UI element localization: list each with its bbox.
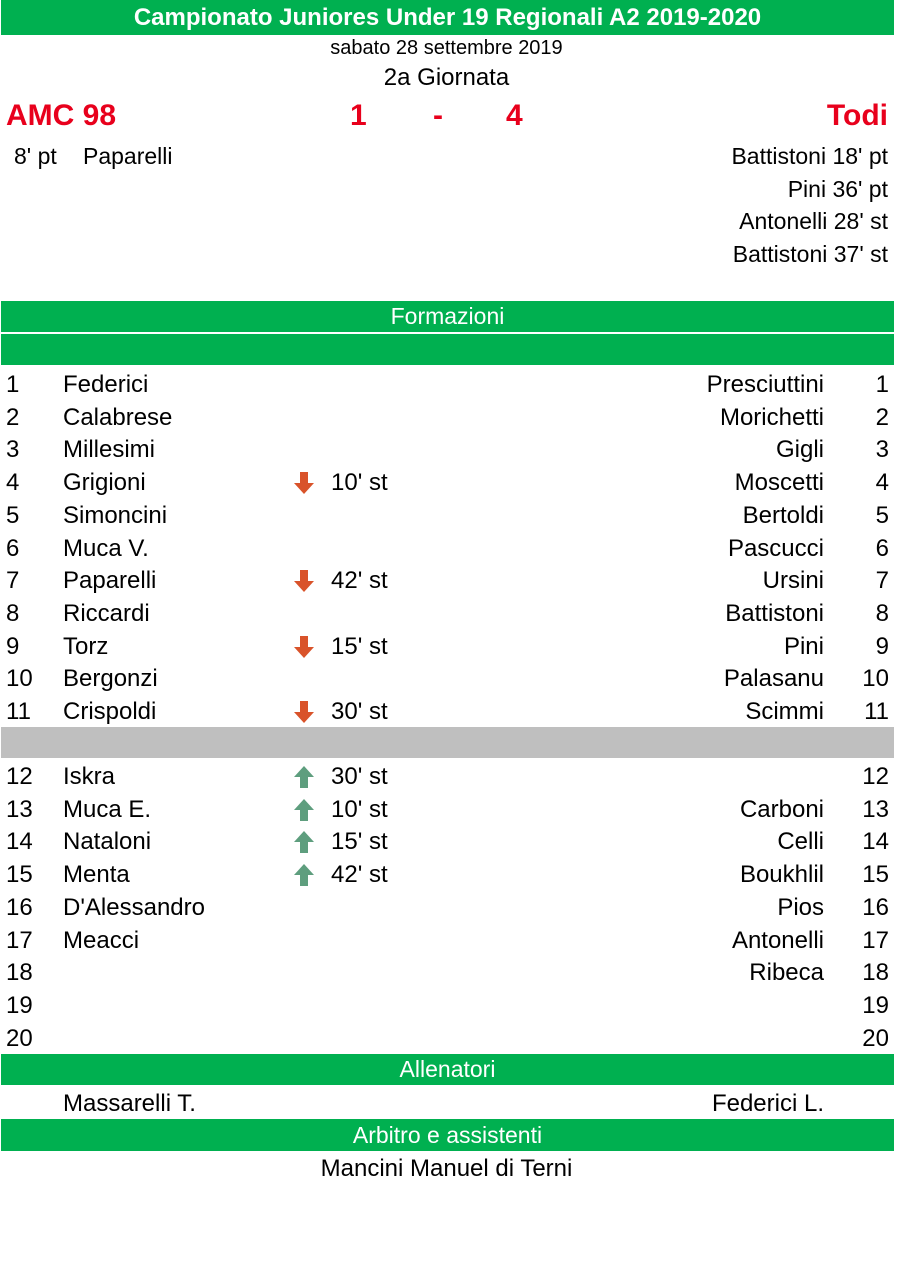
home-player-name: Grigioni [63, 469, 146, 497]
home-scorer-minute: 8' pt [14, 143, 57, 169]
home-player-name: Simoncini [63, 501, 168, 529]
away-scorer: Battistoni 18' pt [731, 143, 888, 169]
away-player-name: Antonelli [731, 926, 824, 954]
away-player-name: Moscetti [734, 469, 824, 497]
home-player-name: Nataloni [63, 828, 152, 856]
home-shirt-number: 17 [6, 926, 33, 954]
referee-name: Mancini Manuel di Terni [320, 1155, 573, 1182]
away-shirt-number: 1 [875, 371, 889, 398]
home-player-name: Menta [63, 861, 130, 889]
home-shirt-number: 11 [6, 698, 31, 725]
away-player-name: Palasanu [723, 665, 824, 693]
lineup-row [0, 597, 907, 630]
away-shirt-number: 10 [862, 665, 889, 693]
substitution-time: 42' st [331, 567, 388, 595]
lineup-row [0, 825, 907, 858]
away-shirt-number: 17 [862, 926, 889, 954]
title-banner [1, 0, 894, 35]
arrow-up-icon [291, 862, 317, 888]
home-player-name: Torz [63, 632, 109, 660]
substitution-time: 10' st [331, 469, 388, 497]
arrow-down-icon [291, 568, 317, 594]
home-shirt-number: 12 [6, 763, 33, 790]
lineup-row [0, 433, 907, 466]
away-shirt-number: 7 [875, 567, 889, 595]
arrow-up-icon [291, 764, 317, 790]
away-shirt-number: 18 [862, 959, 889, 987]
home-player-name: Riccardi [63, 599, 150, 627]
arrow-down-icon [291, 634, 317, 660]
away-shirt-number: 9 [875, 632, 889, 660]
away-shirt-number: 6 [875, 534, 889, 562]
coaches-header [1, 1054, 894, 1085]
lineup-row [0, 924, 907, 957]
lineups-subheader [1, 334, 894, 365]
lineup-row [0, 466, 907, 499]
home-player-name: Iskra [63, 763, 116, 790]
home-shirt-number: 16 [6, 893, 33, 921]
arrow-up-icon [291, 829, 317, 855]
home-player-name: Crispoldi [63, 698, 157, 725]
away-scorer: Battistoni 37' st [732, 241, 888, 267]
away-shirt-number: 8 [875, 599, 889, 627]
away-player-name: Ursini [762, 567, 824, 595]
home-coach: Massarelli T. [63, 1090, 196, 1117]
substitution-time: 15' st [331, 632, 388, 660]
home-shirt-number: 6 [6, 534, 20, 562]
away-player-name: Scimmi [745, 698, 824, 725]
lineup-row [0, 662, 907, 695]
away-shirt-number: 12 [862, 763, 889, 790]
substitution-time: 30' st [331, 698, 388, 725]
home-shirt-number: 9 [6, 632, 20, 660]
away-shirt-number: 20 [862, 1024, 889, 1052]
away-player-name: Presciuttini [706, 371, 824, 398]
home-shirt-number: 20 [6, 1024, 33, 1052]
home-player-name: Muca V. [63, 534, 149, 562]
lineup-row [0, 499, 907, 532]
away-player-name: Boukhlil [739, 861, 824, 889]
away-shirt-number: 14 [862, 828, 889, 856]
away-shirt-number: 19 [862, 991, 889, 1019]
away-player-name: Pios [777, 893, 824, 921]
home-player-name: D'Alessandro [63, 893, 205, 921]
away-shirt-number: 13 [862, 795, 889, 823]
away-coach: Federici L. [711, 1090, 824, 1117]
home-player-name: Meacci [63, 926, 140, 954]
lineup-row [0, 858, 907, 891]
home-shirt-number: 19 [6, 991, 33, 1019]
home-shirt-number: 2 [6, 403, 20, 431]
match-date: sabato 28 settembre 2019 [330, 37, 563, 59]
away-shirt-number: 3 [875, 436, 889, 464]
substitution-time: 30' st [331, 763, 388, 790]
home-shirt-number: 8 [6, 599, 20, 627]
round-label: 2a Giornata [383, 64, 510, 91]
lineup-row [0, 793, 907, 826]
home-team: AMC 98 [6, 99, 117, 132]
championship-title: Campionato Juniores Under 19 Regionali A2 2019-2020 [133, 4, 762, 31]
away-shirt-number: 2 [875, 403, 889, 431]
home-shirt-number: 13 [6, 795, 33, 823]
lineup-row [0, 1022, 907, 1055]
home-score: 1 [350, 99, 367, 132]
home-shirt-number: 14 [6, 828, 33, 856]
arrow-down-icon [291, 470, 317, 496]
lineup-row [0, 695, 907, 728]
home-shirt-number: 7 [6, 567, 20, 595]
lineup-row [0, 891, 907, 924]
away-scorer: Pini 36' pt [787, 176, 888, 202]
away-shirt-number: 16 [862, 893, 889, 921]
away-team: Todi [826, 99, 888, 132]
away-player-name: Gigli [775, 436, 824, 464]
away-player-name: Pini [783, 632, 824, 660]
lineup-row [0, 532, 907, 565]
home-player-name: Paparelli [63, 567, 157, 595]
home-shirt-number: 5 [6, 501, 20, 529]
home-player-name: Muca E. [63, 795, 152, 823]
away-shirt-number: 11 [864, 698, 889, 725]
substitution-time: 10' st [331, 795, 388, 823]
home-shirt-number: 1 [6, 371, 20, 398]
referee-title: Arbitro e assistenti [352, 1122, 543, 1148]
away-player-name: Morichetti [719, 403, 824, 431]
away-player-name: Ribeca [749, 959, 824, 987]
home-shirt-number: 18 [6, 959, 33, 987]
home-player-name: Federici [63, 371, 149, 398]
lineup-row [0, 956, 907, 989]
away-player-name: Battistoni [725, 599, 824, 627]
home-scorer-name: Paparelli [83, 143, 173, 169]
home-player-name: Calabrese [63, 403, 173, 431]
lineup-row [0, 401, 907, 434]
away-score: 4 [506, 99, 523, 132]
lineup-row [0, 989, 907, 1022]
substitution-time: 15' st [331, 828, 388, 856]
home-shirt-number: 15 [6, 861, 33, 889]
home-shirt-number: 3 [6, 436, 20, 464]
away-shirt-number: 4 [875, 469, 889, 497]
referee-header [1, 1119, 894, 1151]
away-scorer: Antonelli 28' st [739, 208, 888, 234]
score-separator: - [433, 99, 443, 132]
away-player-name: Carboni [739, 795, 824, 823]
home-shirt-number: 4 [6, 469, 20, 497]
arrow-down-icon [291, 699, 317, 725]
home-player-name: Millesimi [63, 436, 155, 464]
home-player-name: Bergonzi [63, 665, 158, 693]
lineups-title: Formazioni [390, 303, 505, 329]
coaches-title: Allenatori [399, 1056, 496, 1082]
substitution-time: 42' st [331, 861, 388, 889]
lineups-header [1, 301, 894, 332]
away-shirt-number: 5 [875, 501, 889, 529]
away-player-name: Celli [777, 828, 824, 856]
away-player-name: Bertoldi [742, 501, 824, 529]
bench-separator [1, 727, 894, 758]
lineup-row [0, 760, 907, 793]
lineup-row [0, 368, 907, 401]
lineup-row [0, 630, 907, 663]
lineup-row [0, 564, 907, 597]
arrow-up-icon [291, 797, 317, 823]
home-shirt-number: 10 [6, 665, 33, 693]
away-player-name: Pascucci [727, 534, 824, 562]
away-shirt-number: 15 [862, 861, 889, 889]
